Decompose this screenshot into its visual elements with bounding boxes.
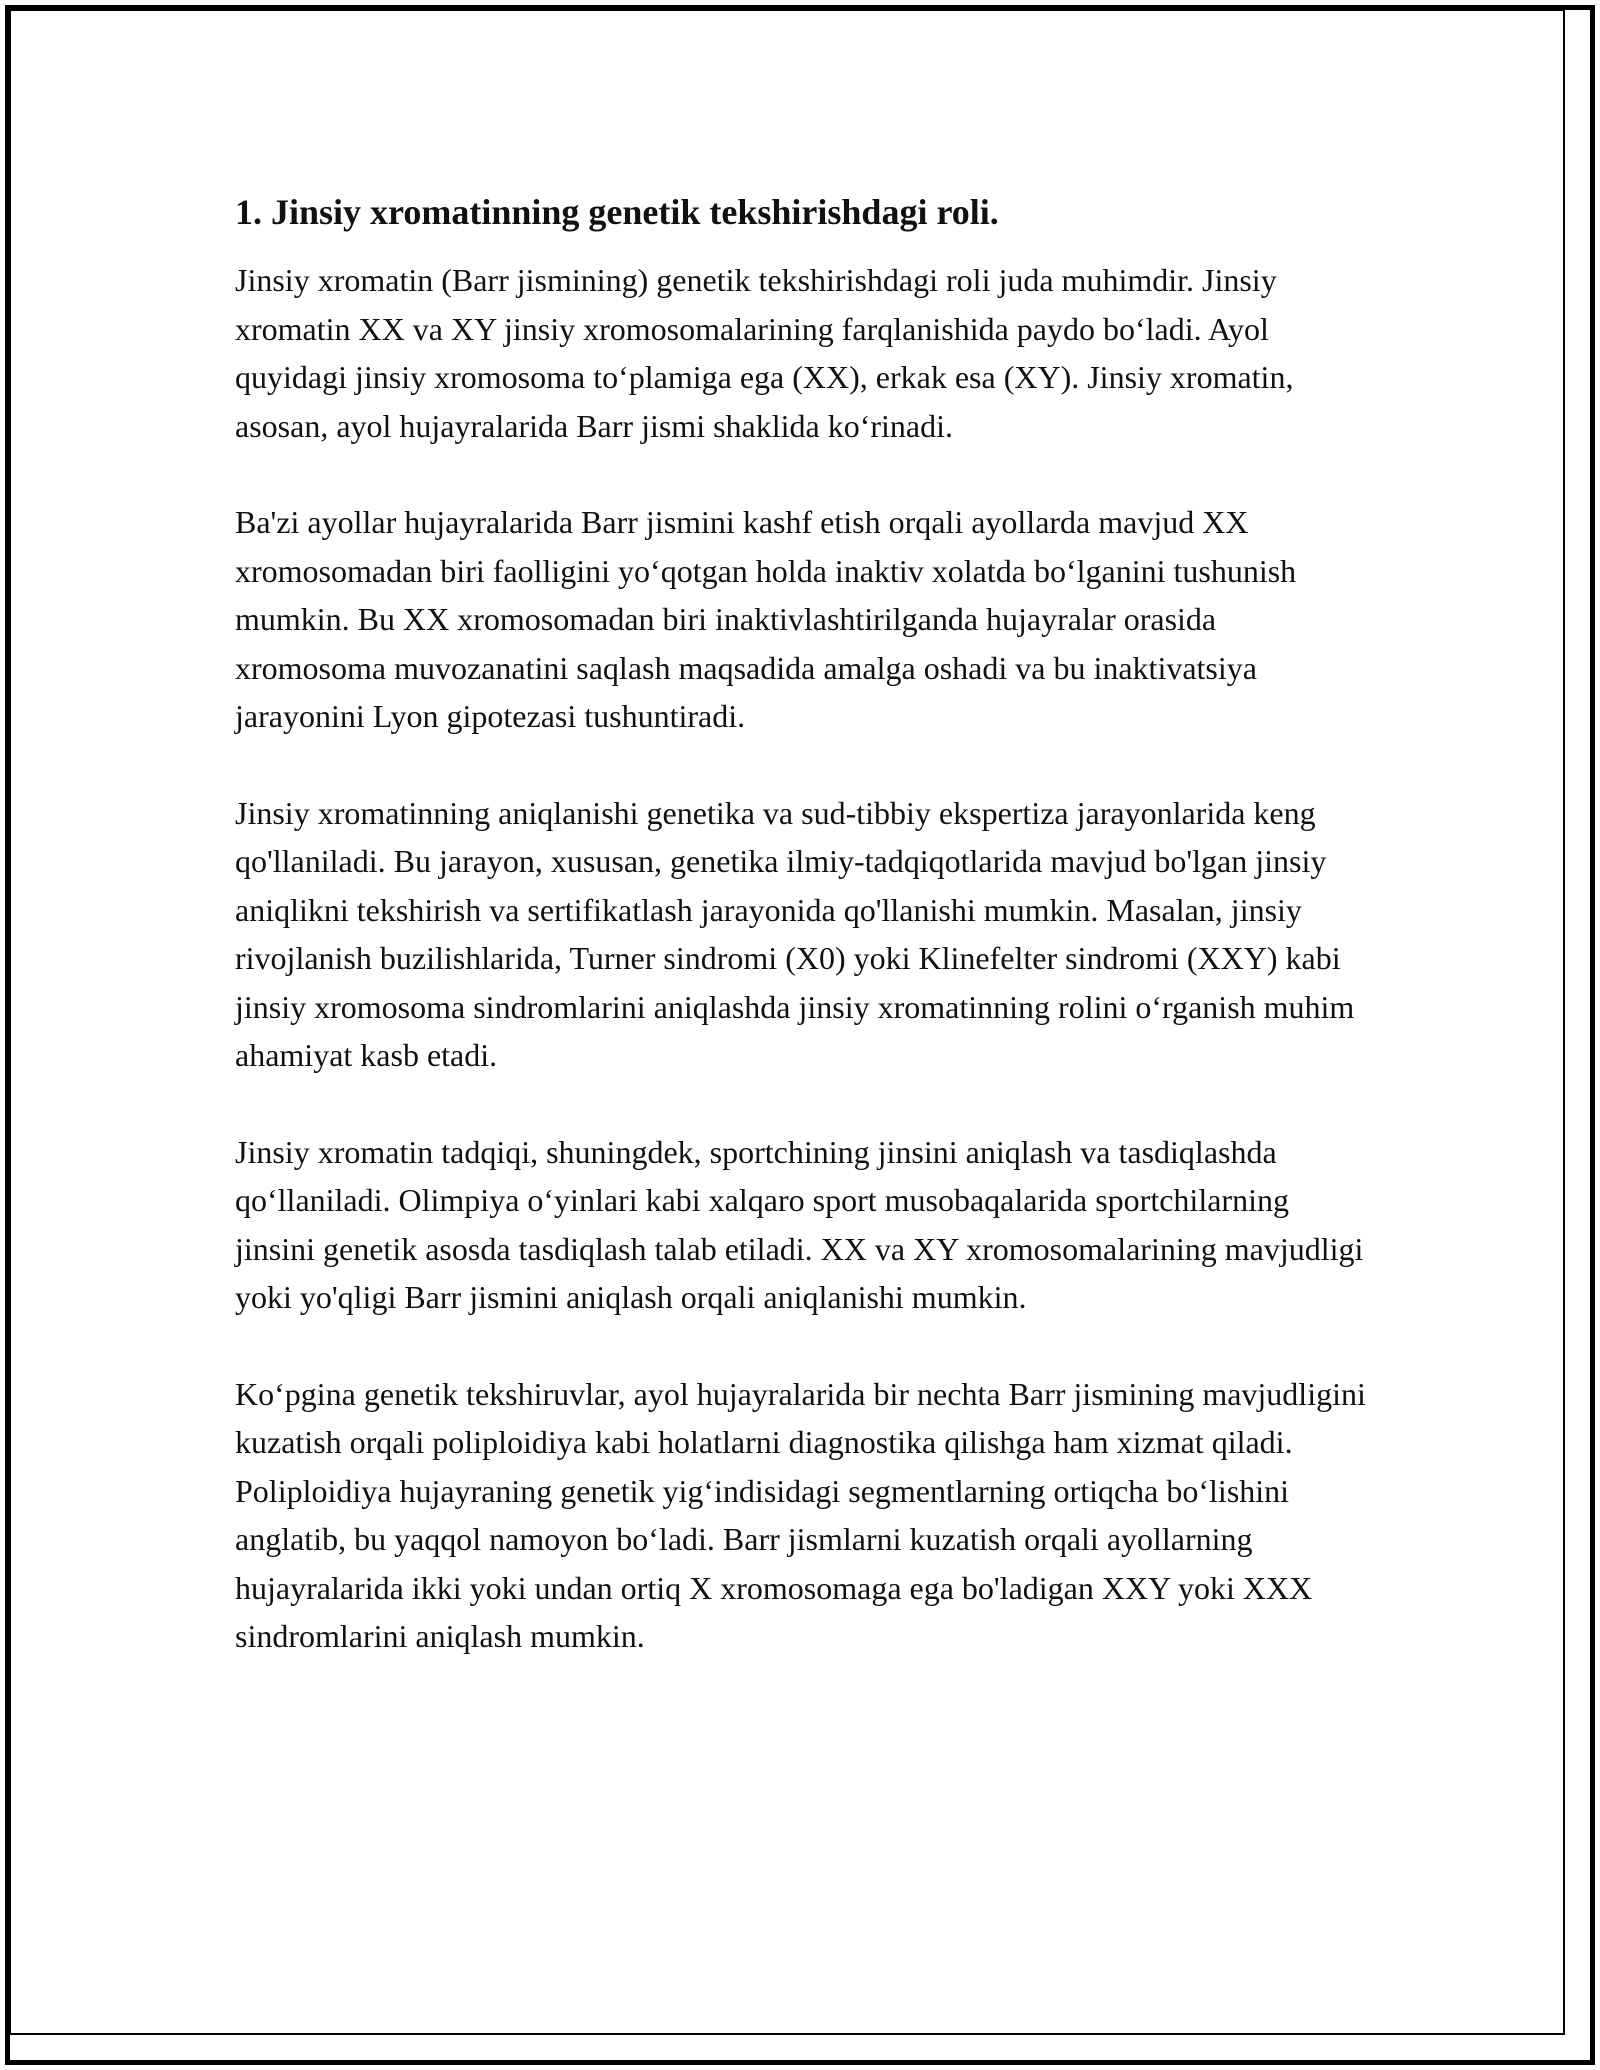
paragraph-2: Ba'zi ayollar hujayralarida Barr jismini kashf etish orqali ayollarda mavjud XX xromosomadan biri faolligini yo‘qotgan holda inaktiv xolatda bo‘lganini tushunish mumkin. Bu XX xromosomadan biri inaktivlashtirilganda hujayralar orasida xromosoma muvozanatini saqlash maqsadida amalga oshadi va bu inaktivatsiya jarayonini Lyon gipotezasi tushuntiradi. <box>235 504 1297 734</box>
document-title: 1. Jinsiy xromatinning genetik tekshirishdagi roli. <box>235 192 999 232</box>
paragraph-1: Jinsiy xromatin (Barr jismining) genetik tekshirishdagi roli juda muhimdir. Jinsiy xromatin XX va XY jinsiy xromosomalarining farqlanishida paydo bo‘ladi. Ayol quyidagi jinsiy xromosoma to‘plamiga ega (XX), erkak esa (XY). Jinsiy xromatin, asosan, ayol hujayralarida Barr jismi shaklida ko‘rinadi. <box>235 262 1294 444</box>
paragraph-5: Ko‘pgina genetik tekshiruvlar, ayol hujayralarida bir nechta Barr jismining mavjudligini kuzatish orqali poliploidiya kabi holatlarni diagnostika qilishga ham xizmat qiladi. Poliploidiya hujayraning genetik yig‘indisidagi segmentlarning ortiqcha bo‘lishini anglatib, bu yaqqol namoyon bo‘ladi. Barr jismlarni kuzatish orqali ayollarning hujayralarida ikki yoki undan ortiq X xromosomaga ega bo'ladigan XXY yoki XXX sindromlarini aniqlash mumkin. <box>235 1375 1366 1654</box>
paragraph-3: Jinsiy xromatinning aniqlanishi genetika va sud-tibbiy ekspertiza jarayonlarida keng qo'llaniladi. Bu jarayon, xususan, genetika ilmiy-tadqiqotlarida mavjud bo'lgan jinsiy aniqlikni tekshirish va sertifikatlash jarayonida qo'llanishi mumkin. Masalan, jinsiy rivojlanish buzilishlarida, Turner sindromi (X0) yoki Klinefelter sindromi (XXY) kabi jinsiy xromosoma sindromlarini aniqlashda jinsiy xromatinning rolini o‘rganish muhim ahamiyat kasb etadi. <box>235 794 1355 1073</box>
paragraph-4: Jinsiy xromatin tadqiqi, shuningdek, sportchining jinsini aniqlash va tasdiqlashda qo‘llaniladi. Olimpiya o‘yinlari kabi xalqaro sport musobaqalarida sportchilarning jinsini genetik asosda tasdiqlash talab etiladi. XX va XY xromosomalarining mavjudligi yoki yo'qligi Barr jismini aniqlash orqali aniqlanishi mumkin. <box>235 1133 1364 1315</box>
document-body <box>235 188 1375 1709</box>
